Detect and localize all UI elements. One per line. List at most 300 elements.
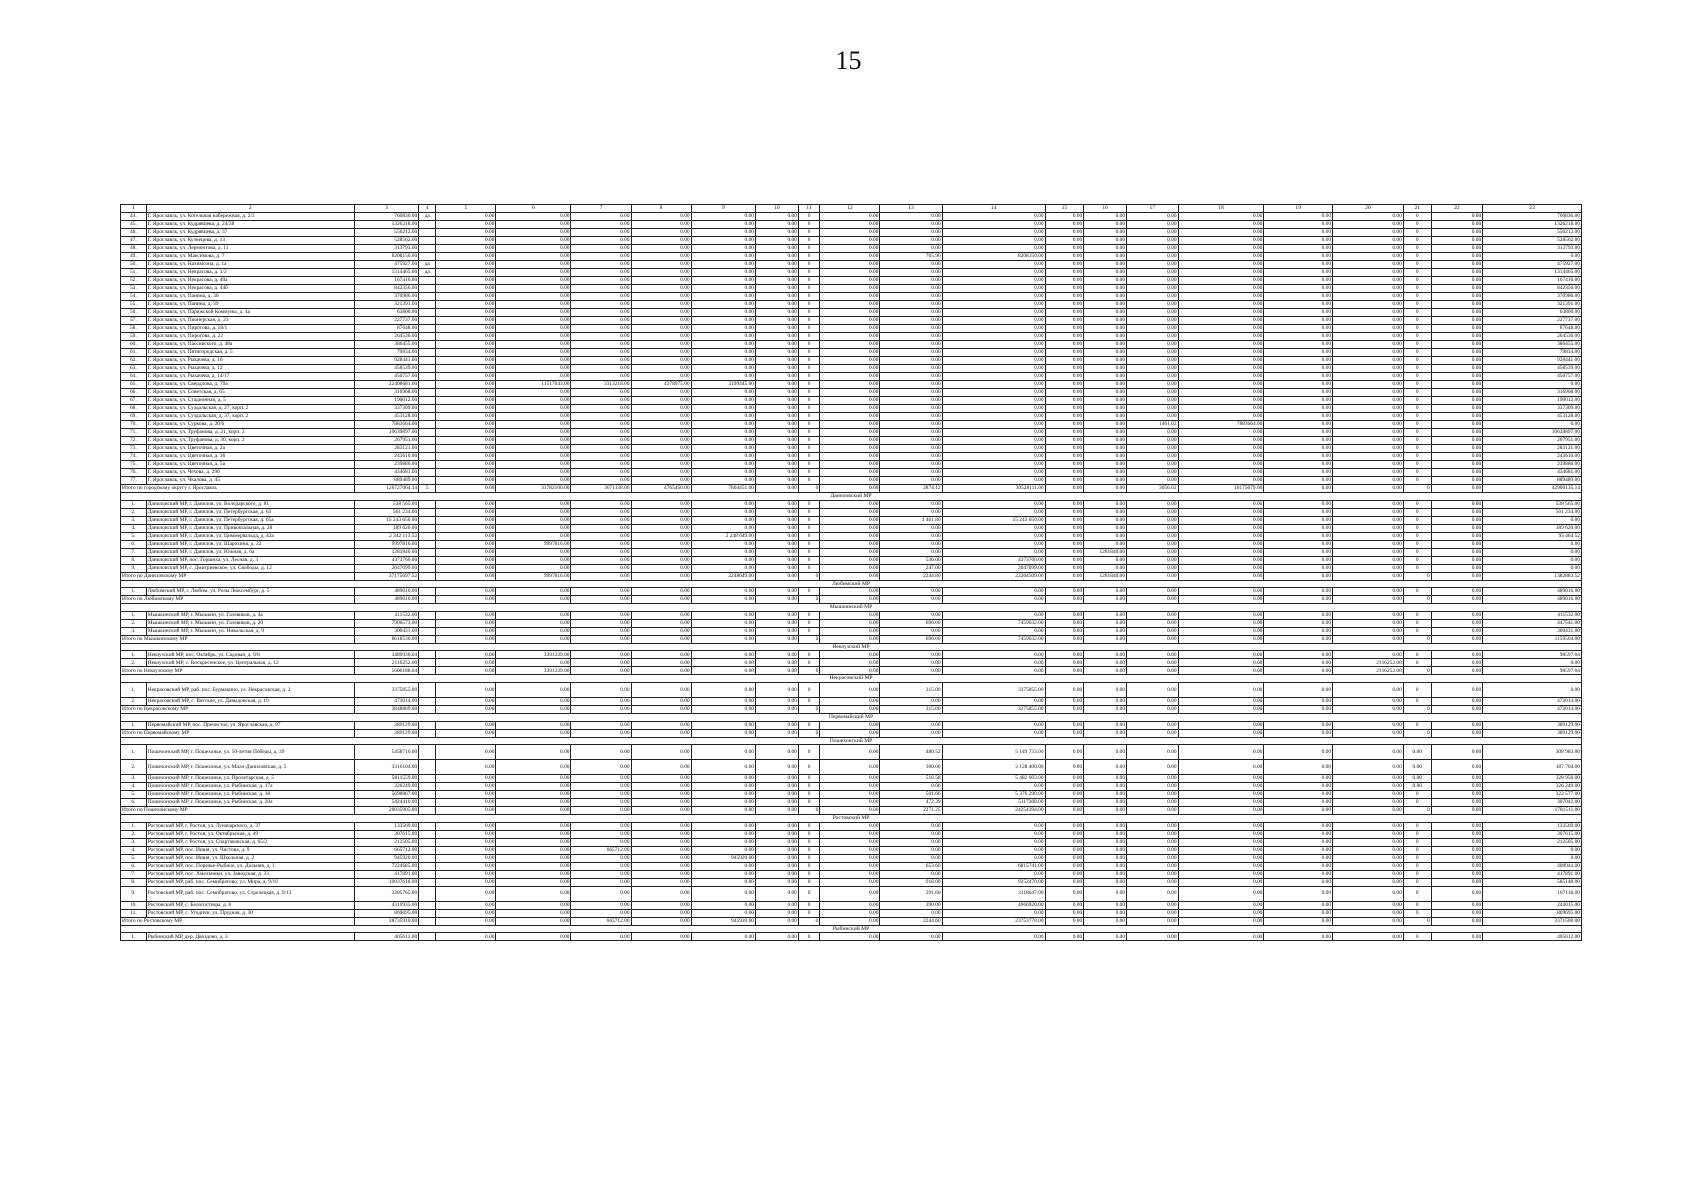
value-cell: 0 [1403, 285, 1431, 293]
value-cell: 0.00 [1333, 429, 1404, 437]
value-cell: 0.00 [1127, 357, 1178, 365]
flag-cell [419, 365, 436, 373]
flag-cell [419, 540, 436, 548]
value-cell: 0 [1403, 500, 1431, 508]
value-cell: 0.00 [942, 341, 1045, 349]
value-cell: 0.00 [1333, 405, 1404, 413]
table-row [121, 245, 1582, 253]
value-cell: 0.00 [1045, 325, 1084, 333]
value-cell: 0.00 [1127, 309, 1178, 317]
value-cell: 187118.00 [1483, 886, 1582, 901]
value-cell: 0.00 [691, 619, 755, 627]
value-cell: 1461.02 [1127, 421, 1178, 429]
flag-cell [419, 245, 436, 253]
value-cell: 0.00 [571, 721, 631, 729]
total-value: 0.00 [1264, 596, 1333, 604]
value-cell: 561 234.00 [354, 508, 418, 516]
flag-cell [419, 783, 436, 791]
value-cell: 243610.00 [1483, 453, 1582, 461]
value-cell: 0.00 [571, 508, 631, 516]
value-cell: 0.00 [1178, 901, 1264, 909]
value-cell: 0.00 [1333, 365, 1404, 373]
value-cell: 0.00 [691, 682, 755, 697]
value-cell: 0.00 [820, 500, 880, 508]
value-cell: 0.00 [755, 389, 798, 397]
value-cell: 0.00 [1431, 830, 1482, 838]
value-cell: 0.00 [631, 333, 691, 341]
row-number: 48. [121, 245, 147, 253]
value-cell: 0.00 [942, 508, 1045, 516]
value-cell: 0.00 [1431, 333, 1482, 341]
value-cell: 0.00 [571, 269, 631, 277]
value-cell: 0.00 [755, 791, 798, 799]
value-cell: 0.00 [571, 540, 631, 548]
total-value: 696.00 [880, 635, 942, 643]
total-value: 0.00 [1178, 917, 1264, 925]
flag-cell [419, 532, 436, 540]
value-cell: 0.00 [571, 933, 631, 941]
address-cell: Мышкинский МР, г. Мышкин, ул. Никольская, д. 9 [146, 627, 354, 635]
flag-cell [419, 838, 436, 846]
value-cell: 0.00 [820, 445, 880, 453]
value-cell: 3391339.00 [496, 651, 571, 659]
value-cell: 0.00 [691, 721, 755, 729]
address-cell: Пошехонский МР, г. Пошехонье, ул. Пролетарская, д. 5 [146, 775, 354, 783]
value-cell: 0.00 [631, 349, 691, 357]
value-cell: 0.00 [436, 237, 496, 245]
value-cell: 0.00 [1264, 909, 1333, 917]
total-value: 7459032.00 [942, 635, 1045, 643]
value-cell: 0.00 [1431, 221, 1482, 229]
table-row [121, 532, 1582, 540]
value-cell: 133569.00 [354, 822, 418, 830]
value-cell: 489016.00 [1483, 588, 1582, 596]
value-cell: 0.00 [880, 389, 942, 397]
value-cell: 0.00 [1264, 373, 1333, 381]
row-number: 60. [121, 341, 147, 349]
value-cell: 0.00 [571, 261, 631, 269]
value-cell: 0.00 [436, 516, 496, 524]
section-title-row [121, 815, 1582, 823]
value-cell: 0.00 [496, 611, 571, 619]
value-cell: 0.00 [691, 760, 755, 775]
value-cell: 434681.00 [354, 469, 418, 477]
value-cell: 0.00 [880, 659, 942, 667]
value-cell: 0.00 [1084, 317, 1127, 325]
value-cell: 0.00 [496, 682, 571, 697]
value-cell: 0.00 [1483, 659, 1582, 667]
flag-cell [419, 901, 436, 909]
total-value: 3056.02 [1127, 485, 1178, 493]
total-row [121, 485, 1582, 493]
value-cell: 4373760.00 [354, 556, 418, 564]
value-cell: 408944.00 [1483, 862, 1582, 870]
value-cell: 0.00 [1264, 365, 1333, 373]
value-cell: 0 [798, 619, 819, 627]
table-row [121, 901, 1582, 909]
value-cell: 0.00 [436, 309, 496, 317]
value-cell: 0.00 [1178, 933, 1264, 941]
value-cell: 473014.00 [1483, 697, 1582, 705]
total-value: 0 [798, 705, 819, 713]
value-cell: 0.00 [631, 261, 691, 269]
section-title: Пошехонский МР [121, 737, 1582, 745]
value-cell: 0.00 [820, 760, 880, 775]
value-cell: 0.00 [1127, 453, 1178, 461]
value-cell: 63800.00 [354, 309, 418, 317]
total-value: 0.00 [1431, 485, 1482, 493]
value-cell: 0.00 [1178, 277, 1264, 285]
value-cell: 63800.00 [1483, 309, 1582, 317]
address-cell: Пошехонский МР, г. Пошехонье, ул. Мало-Даниловская, д. 5 [146, 760, 354, 775]
value-cell: 2647099.00 [942, 564, 1045, 572]
value-cell: 0.00 [436, 317, 496, 325]
value-cell: 0.00 [496, 285, 571, 293]
total-value: 0.00 [1333, 635, 1404, 643]
value-cell: 475927.00 [1483, 261, 1582, 269]
value-cell: 0.00 [1178, 697, 1264, 705]
value-cell: 0.00 [1431, 357, 1482, 365]
value-cell: 190012.00 [354, 397, 418, 405]
value-cell: 0.00 [436, 901, 496, 909]
value-cell: 0.00 [571, 516, 631, 524]
value-cell: 0.00 [820, 651, 880, 659]
value-cell: 0.00 [496, 838, 571, 846]
value-cell: 0.00 [1045, 822, 1084, 830]
section-title-row [121, 925, 1582, 933]
value-cell: 0 [1403, 245, 1431, 253]
value-cell: 0.00 [436, 682, 496, 697]
flag-cell [419, 413, 436, 421]
value-cell: 0 [1403, 838, 1431, 846]
column-number-cell: 21 [1403, 205, 1431, 213]
value-cell: 0.00 [1483, 253, 1582, 261]
value-cell: 0.00 [1045, 775, 1084, 783]
value-cell: 0.00 [496, 477, 571, 485]
value-cell: 842356.00 [1483, 285, 1582, 293]
value-cell: 0.00 [880, 221, 942, 229]
total-label: Итого по Пошехонскому МР [121, 807, 355, 815]
total-value: 0.00 [1045, 635, 1084, 643]
value-cell: 0.00 [1178, 349, 1264, 357]
address-cell: Г. Ярославль, ул. Советская, д. 65 [146, 389, 354, 397]
flag-cell [419, 381, 436, 389]
value-cell: 538 565.00 [354, 500, 418, 508]
value-cell: 0.00 [496, 878, 571, 886]
value-cell: 0.00 [942, 277, 1045, 285]
value-cell: 0.00 [691, 229, 755, 237]
value-cell: 0.00 [631, 373, 691, 381]
value-cell: 0.00 [436, 245, 496, 253]
value-cell: 0.00 [1045, 213, 1084, 221]
value-cell: 0.00 [571, 822, 631, 830]
row-number: 50. [121, 261, 147, 269]
value-cell: 0.00 [496, 253, 571, 261]
value-cell: 0.00 [1431, 822, 1482, 830]
value-cell: 5458716.00 [354, 745, 418, 760]
value-cell: 0.00 [1045, 261, 1084, 269]
value-cell: 0.00 [691, 862, 755, 870]
value-cell: 0.00 [1483, 564, 1582, 572]
row-number: 7. [121, 548, 147, 556]
value-cell: 0.00 [880, 532, 942, 540]
value-cell: 0.00 [631, 301, 691, 309]
table-row [121, 293, 1582, 301]
value-cell: 7883664.00 [354, 421, 418, 429]
value-cell: 0.00 [1178, 333, 1264, 341]
value-cell: 0 [1403, 659, 1431, 667]
value-cell: 0 [798, 532, 819, 540]
value-cell: 0.00 [496, 516, 571, 524]
value-cell: 918.00 [880, 878, 942, 886]
total-value: 0.00 [1333, 705, 1404, 713]
value-cell: 0.00 [755, 745, 798, 760]
table-row [121, 389, 1582, 397]
value-cell: 0.00 [1045, 878, 1084, 886]
value-cell: 0.00 [1333, 421, 1404, 429]
row-number: 1. [121, 651, 147, 659]
value-cell: 928441.00 [354, 357, 418, 365]
value-cell: 1314465.00 [354, 269, 418, 277]
value-cell: 0.00 [1431, 878, 1482, 886]
value-cell: 0.00 [1333, 245, 1404, 253]
total-value: 0.00 [1084, 729, 1127, 737]
value-cell: 0.00 [1431, 301, 1482, 309]
value-cell: 5698867.00 [354, 791, 418, 799]
value-cell: 0.00 [1431, 469, 1482, 477]
value-cell: 0.00 [436, 253, 496, 261]
value-cell: 0.00 [436, 453, 496, 461]
value-cell: 0.00 [820, 469, 880, 477]
total-value: 0.00 [1431, 729, 1482, 737]
value-cell: 239886.00 [1483, 461, 1582, 469]
row-number: 8. [121, 878, 147, 886]
value-cell: 0.00 [820, 870, 880, 878]
value-cell: 0.00 [1264, 405, 1333, 413]
value-cell: 0.00 [1045, 548, 1084, 556]
value-cell: 0.00 [631, 854, 691, 862]
value-cell: 0.00 [820, 822, 880, 830]
value-cell: 0.00 [631, 846, 691, 854]
value-cell: 0.00 [496, 341, 571, 349]
value-cell: 0.00 [571, 627, 631, 635]
value-cell: 0.00 [1483, 540, 1582, 548]
value-cell: 0.00 [1431, 445, 1482, 453]
value-cell: 0.00 [1333, 588, 1404, 596]
total-value: 945920.00 [691, 917, 755, 925]
table-row [121, 682, 1582, 697]
section-title: Мышкинский МР [121, 604, 1582, 612]
value-cell: 0.00 [1127, 437, 1178, 445]
address-cell: Первомайский МР, пос. Пречистое, ул. Ярославская, д. 97 [146, 721, 354, 729]
value-cell: 0.00 [1264, 721, 1333, 729]
value-cell: 0.00 [571, 413, 631, 421]
total-value: 0 [1403, 596, 1431, 604]
value-cell: 0 [798, 317, 819, 325]
value-cell: 0.00 [942, 461, 1045, 469]
value-cell: 0.00 [1127, 349, 1178, 357]
table-row [121, 619, 1582, 627]
value-cell: 0 [798, 540, 819, 548]
value-cell: 0.00 [1431, 540, 1482, 548]
value-cell: 0.00 [1127, 838, 1178, 846]
value-cell: 0.00 [631, 477, 691, 485]
value-cell: 0 [1403, 540, 1431, 548]
value-cell: 0.00 [1045, 682, 1084, 697]
row-number: 46. [121, 229, 147, 237]
value-cell: 0.00 [691, 253, 755, 261]
total-value: 0.00 [820, 667, 880, 675]
value-cell: 0.00 [631, 285, 691, 293]
value-cell: 945920.00 [691, 854, 755, 862]
total-value: 0.00 [820, 729, 880, 737]
flag-cell [419, 516, 436, 524]
value-cell: 0 [798, 469, 819, 477]
table-row [121, 822, 1582, 830]
total-value: 5 [419, 485, 436, 493]
total-value: 0 [798, 485, 819, 493]
value-cell: 0.00 [1333, 783, 1404, 791]
value-cell: 0.00 [631, 791, 691, 799]
value-cell: 0.00 [820, 317, 880, 325]
value-cell: 0.00 [1127, 760, 1178, 775]
section-title: Любимский МР [121, 580, 1582, 588]
value-cell: 0.00 [755, 933, 798, 941]
total-value: 1382883.52 [1483, 572, 1582, 580]
value-cell: 2116252.00 [354, 659, 418, 667]
value-cell: 0 [798, 627, 819, 635]
value-cell: 0.00 [1045, 245, 1084, 253]
row-number: 1. [121, 682, 147, 697]
value-cell: 0.00 [631, 309, 691, 317]
value-cell: 326 249.00 [1483, 783, 1582, 791]
value-cell: 0.00 [1127, 532, 1178, 540]
table-row [121, 373, 1582, 381]
value-cell: 0.00 [942, 237, 1045, 245]
row-number: 77. [121, 477, 147, 485]
address-cell: Г. Ярославль, ул. Нахимсона, д. 1а [146, 261, 354, 269]
value-cell: 0.00 [1431, 659, 1482, 667]
value-cell: 0.00 [1264, 213, 1333, 221]
table-row [121, 381, 1582, 389]
value-cell: 0.00 [631, 437, 691, 445]
value-cell: 267951.00 [1483, 437, 1582, 445]
value-cell: 0.00 [1264, 453, 1333, 461]
value-cell: 0.00 [1264, 349, 1333, 357]
value-cell: 5424410.00 [354, 799, 418, 807]
total-value: 0.00 [496, 635, 571, 643]
value-cell: 0.00 [1333, 285, 1404, 293]
value-cell: 0.00 [1178, 846, 1264, 854]
value-cell: 458539.00 [1483, 365, 1582, 373]
value-cell: 0.00 [880, 830, 942, 838]
address-cell: Г. Ярославль, ул. Суздальская, д. 27, корп. 2 [146, 405, 354, 413]
value-cell: 0.00 [942, 437, 1045, 445]
value-cell: 291.60 [880, 886, 942, 901]
value-cell: 0.00 [755, 682, 798, 697]
value-cell: 0.00 [1178, 588, 1264, 596]
value-cell: 308 983.00 [1483, 745, 1582, 760]
value-cell: 0.00 [496, 445, 571, 453]
value-cell: 0.00 [496, 564, 571, 572]
value-cell: 0.00 [1333, 508, 1404, 516]
value-cell: 0.00 [1178, 453, 1264, 461]
value-cell: 0.00 [820, 453, 880, 461]
value-cell: 212505.00 [1483, 838, 1582, 846]
value-cell: 0.00 [1127, 261, 1178, 269]
value-cell: 0.00 [1178, 413, 1264, 421]
value-cell: 0.00 [1084, 213, 1127, 221]
address-cell: Г. Ярославль, ул. Панина, д. 39 [146, 301, 354, 309]
value-cell: 0.00 [571, 878, 631, 886]
value-cell: 0.00 [1333, 651, 1404, 659]
value-cell: 0.00 [496, 333, 571, 341]
value-cell: 0.00 [1431, 901, 1482, 909]
value-cell: 0.00 [1431, 277, 1482, 285]
value-cell: 0.00 [1127, 846, 1178, 854]
value-cell: 0.00 [1431, 745, 1482, 760]
value-cell: 0.00 [1178, 357, 1264, 365]
total-value: 5606188.04 [354, 667, 418, 675]
value-cell: 0.00 [571, 886, 631, 901]
row-number: 53. [121, 285, 147, 293]
value-cell: 0.00 [880, 269, 942, 277]
value-cell: 0.00 [1264, 413, 1333, 421]
value-cell: 0.00 [820, 564, 880, 572]
value-cell: 0.00 [436, 405, 496, 413]
value-cell: 0 [798, 325, 819, 333]
value-cell: 0.00 [436, 469, 496, 477]
flag-cell [419, 548, 436, 556]
value-cell: 0.00 [1084, 357, 1127, 365]
total-value: 0 [1403, 705, 1431, 713]
value-cell: 0.00 [496, 469, 571, 477]
total-value: 0 [1403, 485, 1431, 493]
total-value: 0.00 [436, 667, 496, 675]
value-cell: 417891.00 [354, 870, 418, 878]
value-cell: 2 342 113.52 [354, 532, 418, 540]
value-cell: 0 [1403, 453, 1431, 461]
value-cell: 0.00 [496, 213, 571, 221]
value-cell: 326249.00 [354, 783, 418, 791]
total-row [121, 917, 1582, 925]
value-cell: 0.00 [880, 822, 942, 830]
value-cell: 0.00 [1084, 878, 1127, 886]
value-cell: 0.00 [496, 775, 571, 783]
value-cell: 0.00 [571, 309, 631, 317]
value-cell: 0.00 [436, 508, 496, 516]
total-value: 0.00 [1127, 917, 1178, 925]
value-cell: 0.00 [755, 253, 798, 261]
total-value: 0.00 [820, 485, 880, 493]
value-cell: 0 [1403, 830, 1431, 838]
address-cell: Ростовский МР, г. Ростов, ул. Спартаковская, д. 65/2 [146, 838, 354, 846]
value-cell: 0.00 [436, 886, 496, 901]
total-value: 0.00 [631, 729, 691, 737]
address-cell: Г. Ярославль, ул. Панина, д. 36 [146, 293, 354, 301]
value-cell: 0.00 [1045, 564, 1084, 572]
value-cell: 0.00 [942, 627, 1045, 635]
value-cell: 0.00 [1084, 469, 1127, 477]
value-cell: 0.00 [1084, 269, 1127, 277]
value-cell: 0.00 [880, 293, 942, 301]
value-cell: 0.00 [631, 325, 691, 333]
value-cell: 0.00 [1045, 783, 1084, 791]
value-cell: 0.00 [820, 261, 880, 269]
value-cell: 0.00 [820, 532, 880, 540]
value-cell: 1314465.00 [1483, 269, 1582, 277]
value-cell: 0.00 [1084, 830, 1127, 838]
